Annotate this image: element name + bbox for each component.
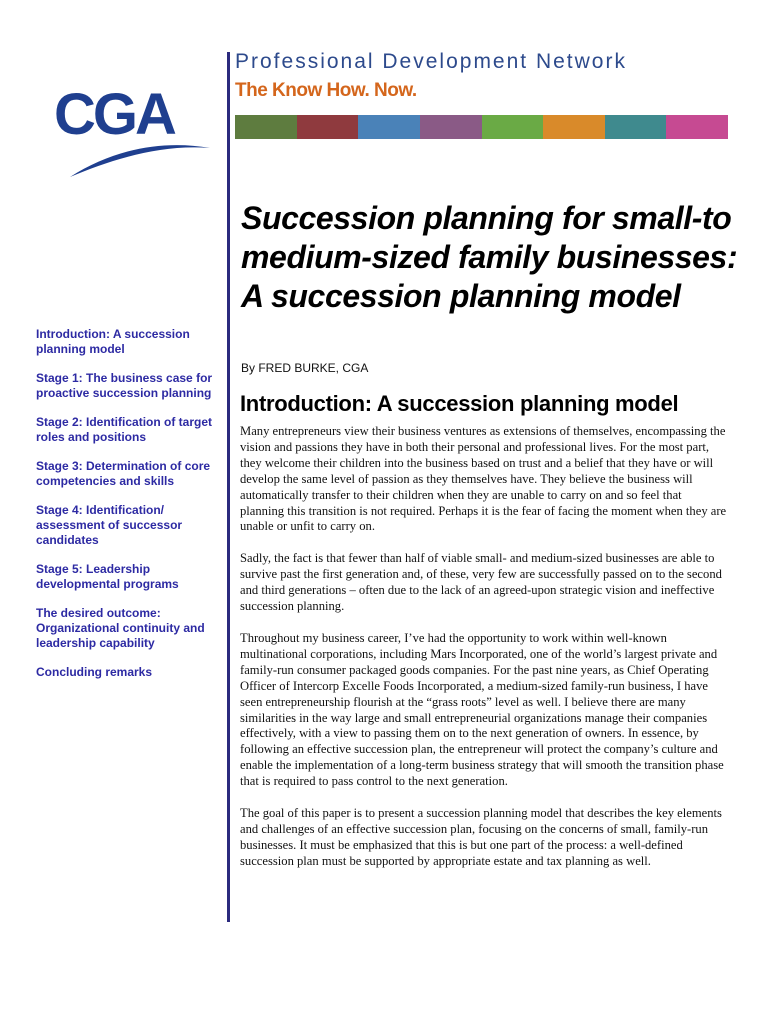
vertical-divider [227, 52, 230, 922]
color-bar [235, 115, 728, 139]
toc-item-stage-3[interactable]: Stage 3: Determination of core competencies and skills [36, 459, 211, 488]
toc-item-desired-outcome[interactable]: The desired outcome: Organizational continuity and leadership capability [36, 606, 205, 650]
toc-item-concluding-remarks[interactable]: Concluding remarks [36, 665, 153, 679]
color-swatch [297, 115, 359, 139]
toc-item-stage-4[interactable]: Stage 4: Identification/ assessment of successor candidates [36, 503, 183, 547]
color-swatch [543, 115, 605, 139]
color-swatch [235, 115, 297, 139]
article-title: Succession planning for small-to medium-sized family businesses: A succession planning model [241, 200, 738, 314]
network-title: Professional Development Network [235, 50, 627, 73]
paragraph: Throughout my business career, I’ve had the opportunity to work within well-known multinational corporations, including Mars Incorporated, one of the world’s largest private and family-run consumer packaged goods companies. For the past nine years, as Chief Operating Officer of Intercorp Excelle Foods Incorporated, a medium-sized family-run business, I have seen entrepreneurship flourish at the “grass roots” level as well. I believe there are many similarities in the way large and small entrepreneurial organizations manage their companies effectively, with a view to passing them on to the next generation of owners. In essence, by following an effective succession plan, the entrepreneur will protect the company’s culture and enable the implementation of a long-term business strategy that will smooth the transition phase that is required to pass control to the next generation. [240, 630, 724, 789]
section-heading: Introduction: A succession planning model [240, 391, 679, 416]
paragraph: The goal of this paper is to present a succession planning model that describes the key elements and challenges of an effective succession plan, focusing on the concerns of small, family-run businesses. It must be emphasized that this is but one part of the process: a well-defined succession plan must be supported by appropriate estate and tax planning as well. [240, 806, 722, 868]
color-swatch [605, 115, 667, 139]
toc-item-stage-1[interactable]: Stage 1: The business case for proactive succession planning [36, 371, 213, 400]
table-of-contents [36, 327, 226, 694]
toc-item-stage-5[interactable]: Stage 5: Leadership developmental programs [36, 562, 179, 591]
article-body [240, 424, 728, 886]
logo-swoosh-icon [40, 82, 215, 190]
cga-logo [40, 82, 215, 190]
color-swatch [358, 115, 420, 139]
toc-item-stage-2[interactable]: Stage 2: Identification of target roles and positions [36, 415, 213, 444]
logo-text: CGA [54, 82, 174, 147]
color-swatch [482, 115, 544, 139]
color-swatch [420, 115, 482, 139]
byline: By FRED BURKE, CGA [241, 361, 369, 375]
color-swatch [666, 115, 728, 139]
paragraph: Sadly, the fact is that fewer than half of viable small- and medium-sized businesses are able to survive past the first generation and, of these, very few are successfully passed on to the second and third generations – often due to the lack of an agreed-upon strategic vision and ineffective succession planning. [240, 551, 722, 614]
toc-item-introduction[interactable]: Introduction: A succession planning model [36, 327, 190, 356]
paragraph: Many entrepreneurs view their business ventures as extensions of themselves, encompassing the vision and passions they have in both their personal and professional lives. For the most part, they welcome their children into the business based on trust and a belief that they have or will develop the same level of passion as they themselves have. They believe the business will automatically transfer to their children when they are unable to carry on and so feel that planning this transition is not required. Perhaps it is the fear of facing the moment when they are unable or unfit to carry on. [240, 424, 727, 534]
tagline: The Know How. Now. [235, 80, 417, 101]
